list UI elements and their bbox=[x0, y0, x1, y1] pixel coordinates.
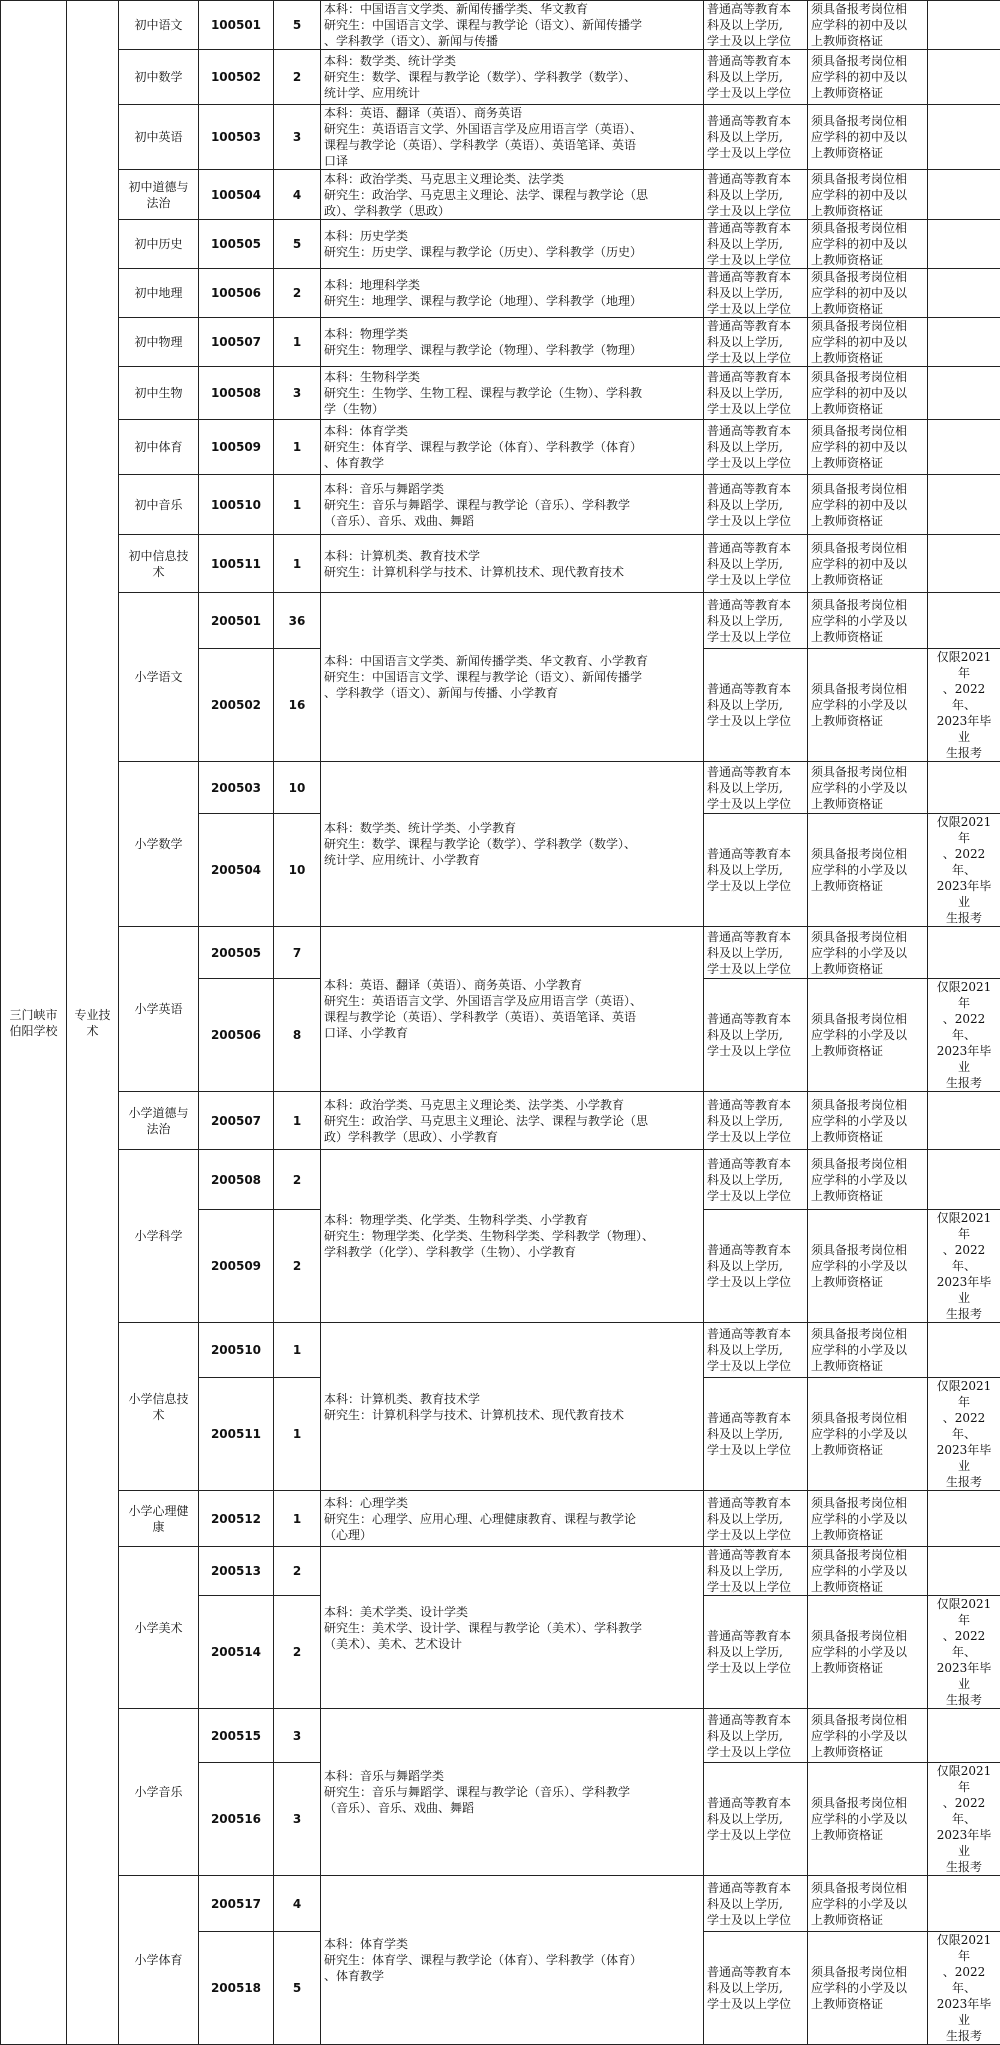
remark-cell: 仅限2021年 、2022年、 2023年毕业 生报考 bbox=[928, 1763, 1000, 1876]
major-requirement-cell: 本科：英语、翻译（英语）、商务英语、小学教育 研究生：英语语言文学、外国语言学及应用语言学（英语）、 课程与教学论（英语）、学科教学（英语）、英语笔译、英语 口译、小学教育 bbox=[321, 927, 704, 1092]
certificate-requirement-cell: 须具备报考岗位相 应学科的小学及以 上教师资格证 bbox=[808, 979, 928, 1092]
headcount-cell: 10 bbox=[274, 762, 321, 814]
certificate-requirement-cell: 须具备报考岗位相 应学科的初中及以 上教师资格证 bbox=[808, 535, 928, 593]
headcount-cell: 5 bbox=[274, 1932, 321, 2045]
table-row bbox=[1, 318, 1000, 367]
post-code-cell: 200503 bbox=[199, 762, 274, 814]
table-row bbox=[1, 475, 1000, 535]
certificate-requirement-cell: 须具备报考岗位相 应学科的初中及以 上教师资格证 bbox=[808, 105, 928, 170]
table-row bbox=[1, 927, 1000, 979]
headcount-cell: 3 bbox=[274, 1709, 321, 1763]
remark-cell bbox=[928, 105, 1000, 170]
major-requirement-cell: 本科：心理学类 研究生：心理学、应用心理、心理健康教育、课程与教学论 （心理） bbox=[321, 1491, 704, 1547]
headcount-cell: 2 bbox=[274, 1547, 321, 1596]
headcount-cell: 1 bbox=[274, 420, 321, 475]
remark-cell bbox=[928, 318, 1000, 367]
table-row bbox=[1, 1, 1000, 50]
certificate-requirement-cell: 须具备报考岗位相 应学科的小学及以 上教师资格证 bbox=[808, 1596, 928, 1709]
certificate-requirement-cell: 须具备报考岗位相 应学科的初中及以 上教师资格证 bbox=[808, 420, 928, 475]
subject-cell: 初中生物 bbox=[119, 367, 199, 420]
subject-cell: 初中音乐 bbox=[119, 475, 199, 535]
table-row bbox=[1, 367, 1000, 420]
subject-cell: 初中道德与 法治 bbox=[119, 170, 199, 220]
subject-cell: 小学美术 bbox=[119, 1547, 199, 1709]
headcount-cell: 4 bbox=[274, 1876, 321, 1932]
major-requirement-cell: 本科：计算机类、教育技术学 研究生：计算机科学与技术、计算机技术、现代教育技术 bbox=[321, 1323, 704, 1491]
education-requirement-cell: 普通高等教育本 科及以上学历, 学士及以上学位 bbox=[704, 1150, 808, 1210]
subject-cell: 小学道德与 法治 bbox=[119, 1092, 199, 1150]
certificate-requirement-cell: 须具备报考岗位相 应学科的小学及以 上教师资格证 bbox=[808, 927, 928, 979]
table-row bbox=[1, 50, 1000, 105]
major-requirement-cell: 本科：物理学类 研究生：物理学、课程与教学论（物理）、学科教学（物理） bbox=[321, 318, 704, 367]
major-requirement-cell: 本科：政治学类、马克思主义理论类、法学类 研究生：政治学、马克思主义理论、法学、课程与教学论（思 政）、学科教学（思政） bbox=[321, 170, 704, 220]
subject-cell: 小学体育 bbox=[119, 1876, 199, 2045]
post-code-cell: 200512 bbox=[199, 1491, 274, 1547]
certificate-requirement-cell: 须具备报考岗位相 应学科的小学及以 上教师资格证 bbox=[808, 593, 928, 649]
subject-cell: 小学音乐 bbox=[119, 1709, 199, 1876]
education-requirement-cell: 普通高等教育本 科及以上学历, 学士及以上学位 bbox=[704, 1323, 808, 1378]
education-requirement-cell: 普通高等教育本 科及以上学历, 学士及以上学位 bbox=[704, 1596, 808, 1709]
major-requirement-cell: 本科：中国语言文学类、新闻传播学类、华文教育 研究生：中国语言文学、课程与教学论（语文）、新闻传播学 、学科教学（语文）、新闻与传播 bbox=[321, 1, 704, 50]
remark-cell bbox=[928, 367, 1000, 420]
remark-cell bbox=[928, 927, 1000, 979]
education-requirement-cell: 普通高等教育本 科及以上学历, 学士及以上学位 bbox=[704, 105, 808, 170]
headcount-cell: 3 bbox=[274, 1763, 321, 1876]
certificate-requirement-cell: 须具备报考岗位相 应学科的小学及以 上教师资格证 bbox=[808, 1323, 928, 1378]
certificate-requirement-cell: 须具备报考岗位相 应学科的小学及以 上教师资格证 bbox=[808, 1491, 928, 1547]
headcount-cell: 2 bbox=[274, 50, 321, 105]
post-code-cell: 200513 bbox=[199, 1547, 274, 1596]
remark-cell bbox=[928, 269, 1000, 318]
table-row bbox=[1, 1150, 1000, 1210]
post-code-cell: 100505 bbox=[199, 220, 274, 269]
education-requirement-cell: 普通高等教育本 科及以上学历, 学士及以上学位 bbox=[704, 170, 808, 220]
remark-cell: 仅限2021年 、2022年、 2023年毕业 生报考 bbox=[928, 1210, 1000, 1323]
education-requirement-cell: 普通高等教育本 科及以上学历, 学士及以上学位 bbox=[704, 593, 808, 649]
headcount-cell: 2 bbox=[274, 1596, 321, 1709]
post-code-cell: 200517 bbox=[199, 1876, 274, 1932]
table-row bbox=[1, 269, 1000, 318]
employer-unit-cell: 三门峡市 伯阳学校 bbox=[1, 1, 67, 2045]
post-code-cell: 200511 bbox=[199, 1378, 274, 1491]
subject-cell: 初中地理 bbox=[119, 269, 199, 318]
education-requirement-cell: 普通高等教育本 科及以上学历, 学士及以上学位 bbox=[704, 1092, 808, 1150]
post-code-cell: 100506 bbox=[199, 269, 274, 318]
education-requirement-cell: 普通高等教育本 科及以上学历, 学士及以上学位 bbox=[704, 1210, 808, 1323]
post-code-cell: 200502 bbox=[199, 649, 274, 762]
table-row bbox=[1, 535, 1000, 593]
major-requirement-cell: 本科：中国语言文学类、新闻传播学类、华文教育、小学教育 研究生：中国语言文学、课程与教学论（语文）、新闻传播学 、学科教学（语文）、新闻与传播、小学教育 bbox=[321, 593, 704, 762]
table-row bbox=[1, 170, 1000, 220]
subject-cell: 初中英语 bbox=[119, 105, 199, 170]
education-requirement-cell: 普通高等教育本 科及以上学历, 学士及以上学位 bbox=[704, 535, 808, 593]
major-requirement-cell: 本科：历史学类 研究生：历史学、课程与教学论（历史）、学科教学（历史） bbox=[321, 220, 704, 269]
headcount-cell: 1 bbox=[274, 535, 321, 593]
post-code-cell: 100507 bbox=[199, 318, 274, 367]
headcount-cell: 7 bbox=[274, 927, 321, 979]
education-requirement-cell: 普通高等教育本 科及以上学历, 学士及以上学位 bbox=[704, 318, 808, 367]
post-code-cell: 200514 bbox=[199, 1596, 274, 1709]
table-row bbox=[1, 1092, 1000, 1150]
education-requirement-cell: 普通高等教育本 科及以上学历, 学士及以上学位 bbox=[704, 979, 808, 1092]
certificate-requirement-cell: 须具备报考岗位相 应学科的初中及以 上教师资格证 bbox=[808, 50, 928, 105]
remark-cell bbox=[928, 1491, 1000, 1547]
education-requirement-cell: 普通高等教育本 科及以上学历, 学士及以上学位 bbox=[704, 1491, 808, 1547]
subject-cell: 小学数学 bbox=[119, 762, 199, 927]
remark-cell bbox=[928, 170, 1000, 220]
headcount-cell: 4 bbox=[274, 170, 321, 220]
headcount-cell: 1 bbox=[274, 1323, 321, 1378]
remark-cell bbox=[928, 1709, 1000, 1763]
subject-cell: 初中物理 bbox=[119, 318, 199, 367]
subject-cell: 小学信息技 术 bbox=[119, 1323, 199, 1491]
headcount-cell: 1 bbox=[274, 318, 321, 367]
education-requirement-cell: 普通高等教育本 科及以上学历, 学士及以上学位 bbox=[704, 1378, 808, 1491]
post-code-cell: 100502 bbox=[199, 50, 274, 105]
remark-cell bbox=[928, 1092, 1000, 1150]
headcount-cell: 1 bbox=[274, 475, 321, 535]
education-requirement-cell: 普通高等教育本 科及以上学历, 学士及以上学位 bbox=[704, 1709, 808, 1763]
remark-cell bbox=[928, 1323, 1000, 1378]
certificate-requirement-cell: 须具备报考岗位相 应学科的初中及以 上教师资格证 bbox=[808, 475, 928, 535]
remark-cell bbox=[928, 762, 1000, 814]
subject-cell: 初中信息技 术 bbox=[119, 535, 199, 593]
certificate-requirement-cell: 须具备报考岗位相 应学科的初中及以 上教师资格证 bbox=[808, 318, 928, 367]
education-requirement-cell: 普通高等教育本 科及以上学历, 学士及以上学位 bbox=[704, 762, 808, 814]
major-requirement-cell: 本科：计算机类、教育技术学 研究生：计算机科学与技术、计算机技术、现代教育技术 bbox=[321, 535, 704, 593]
education-requirement-cell: 普通高等教育本 科及以上学历, 学士及以上学位 bbox=[704, 649, 808, 762]
post-code-cell: 200509 bbox=[199, 1210, 274, 1323]
remark-cell bbox=[928, 220, 1000, 269]
education-requirement-cell: 普通高等教育本 科及以上学历, 学士及以上学位 bbox=[704, 1932, 808, 2045]
remark-cell bbox=[928, 50, 1000, 105]
major-requirement-cell: 本科：数学类、统计学类 研究生：数学、课程与教学论（数学）、学科教学（数学）、 统计学、应用统计 bbox=[321, 50, 704, 105]
remark-cell: 仅限2021年 、2022年、 2023年毕业 生报考 bbox=[928, 979, 1000, 1092]
education-requirement-cell: 普通高等教育本 科及以上学历, 学士及以上学位 bbox=[704, 814, 808, 927]
post-code-cell: 100509 bbox=[199, 420, 274, 475]
headcount-cell: 3 bbox=[274, 367, 321, 420]
post-code-cell: 100503 bbox=[199, 105, 274, 170]
remark-cell bbox=[928, 1, 1000, 50]
major-requirement-cell: 本科：体育学类 研究生：体育学、课程与教学论（体育）、学科教学（体育） 、体育教学 bbox=[321, 1876, 704, 2045]
remark-cell: 仅限2021年 、2022年、 2023年毕业 生报考 bbox=[928, 1932, 1000, 2045]
table-row bbox=[1, 1547, 1000, 1596]
headcount-cell: 16 bbox=[274, 649, 321, 762]
headcount-cell: 1 bbox=[274, 1491, 321, 1547]
certificate-requirement-cell: 须具备报考岗位相 应学科的初中及以 上教师资格证 bbox=[808, 170, 928, 220]
table-row bbox=[1, 220, 1000, 269]
headcount-cell: 1 bbox=[274, 1378, 321, 1491]
remark-cell bbox=[928, 593, 1000, 649]
subject-cell: 小学科学 bbox=[119, 1150, 199, 1323]
remark-cell: 仅限2021年 、2022年、 2023年毕业 生报考 bbox=[928, 814, 1000, 927]
post-code-cell: 200501 bbox=[199, 593, 274, 649]
post-code-cell: 100508 bbox=[199, 367, 274, 420]
headcount-cell: 2 bbox=[274, 1150, 321, 1210]
table-row bbox=[1, 593, 1000, 649]
education-requirement-cell: 普通高等教育本 科及以上学历, 学士及以上学位 bbox=[704, 367, 808, 420]
certificate-requirement-cell: 须具备报考岗位相 应学科的小学及以 上教师资格证 bbox=[808, 1092, 928, 1150]
subject-cell: 初中历史 bbox=[119, 220, 199, 269]
remark-cell bbox=[928, 1876, 1000, 1932]
certificate-requirement-cell: 须具备报考岗位相 应学科的小学及以 上教师资格证 bbox=[808, 1876, 928, 1932]
table-row bbox=[1, 420, 1000, 475]
certificate-requirement-cell: 须具备报考岗位相 应学科的初中及以 上教师资格证 bbox=[808, 367, 928, 420]
post-code-cell: 200510 bbox=[199, 1323, 274, 1378]
major-requirement-cell: 本科：数学类、统计学类、小学教育 研究生：数学、课程与教学论（数学）、学科教学（数学）、 统计学、应用统计、小学教育 bbox=[321, 762, 704, 927]
certificate-requirement-cell: 须具备报考岗位相 应学科的小学及以 上教师资格证 bbox=[808, 649, 928, 762]
table-row bbox=[1, 762, 1000, 814]
subject-cell: 初中语文 bbox=[119, 1, 199, 50]
remark-cell bbox=[928, 420, 1000, 475]
major-requirement-cell: 本科：音乐与舞蹈学类 研究生：音乐与舞蹈学、课程与教学论（音乐）、学科教学 （音乐）、音乐、戏曲、舞蹈 bbox=[321, 1709, 704, 1876]
education-requirement-cell: 普通高等教育本 科及以上学历, 学士及以上学位 bbox=[704, 1, 808, 50]
post-code-cell: 100510 bbox=[199, 475, 274, 535]
subject-cell: 初中体育 bbox=[119, 420, 199, 475]
subject-cell: 小学语文 bbox=[119, 593, 199, 762]
post-type-cell: 专业技 术 bbox=[67, 1, 119, 2045]
subject-cell: 初中数学 bbox=[119, 50, 199, 105]
table-row bbox=[1, 1876, 1000, 1932]
certificate-requirement-cell: 须具备报考岗位相 应学科的初中及以 上教师资格证 bbox=[808, 220, 928, 269]
post-code-cell: 100504 bbox=[199, 170, 274, 220]
headcount-cell: 1 bbox=[274, 1092, 321, 1150]
education-requirement-cell: 普通高等教育本 科及以上学历, 学士及以上学位 bbox=[704, 1547, 808, 1596]
headcount-cell: 36 bbox=[274, 593, 321, 649]
post-code-cell: 200506 bbox=[199, 979, 274, 1092]
headcount-cell: 5 bbox=[274, 1, 321, 50]
subject-cell: 小学心理健 康 bbox=[119, 1491, 199, 1547]
certificate-requirement-cell: 须具备报考岗位相 应学科的小学及以 上教师资格证 bbox=[808, 814, 928, 927]
table-row bbox=[1, 1709, 1000, 1763]
education-requirement-cell: 普通高等教育本 科及以上学历, 学士及以上学位 bbox=[704, 1876, 808, 1932]
education-requirement-cell: 普通高等教育本 科及以上学历, 学士及以上学位 bbox=[704, 927, 808, 979]
headcount-cell: 8 bbox=[274, 979, 321, 1092]
headcount-cell: 10 bbox=[274, 814, 321, 927]
certificate-requirement-cell: 须具备报考岗位相 应学科的小学及以 上教师资格证 bbox=[808, 1709, 928, 1763]
education-requirement-cell: 普通高等教育本 科及以上学历, 学士及以上学位 bbox=[704, 475, 808, 535]
education-requirement-cell: 普通高等教育本 科及以上学历, 学士及以上学位 bbox=[704, 269, 808, 318]
post-code-cell: 200516 bbox=[199, 1763, 274, 1876]
table-row bbox=[1, 1491, 1000, 1547]
major-requirement-cell: 本科：美术学类、设计学类 研究生：美术学、设计学、课程与教学论（美术）、学科教学 （美术）、美术、艺术设计 bbox=[321, 1547, 704, 1709]
education-requirement-cell: 普通高等教育本 科及以上学历, 学士及以上学位 bbox=[704, 50, 808, 105]
certificate-requirement-cell: 须具备报考岗位相 应学科的小学及以 上教师资格证 bbox=[808, 1932, 928, 2045]
major-requirement-cell: 本科：生物科学类 研究生：生物学、生物工程、课程与教学论（生物）、学科教 学（生物） bbox=[321, 367, 704, 420]
post-code-cell: 100511 bbox=[199, 535, 274, 593]
remark-cell: 仅限2021年 、2022年、 2023年毕业 生报考 bbox=[928, 1378, 1000, 1491]
education-requirement-cell: 普通高等教育本 科及以上学历, 学士及以上学位 bbox=[704, 420, 808, 475]
table-row bbox=[1, 105, 1000, 170]
certificate-requirement-cell: 须具备报考岗位相 应学科的小学及以 上教师资格证 bbox=[808, 1547, 928, 1596]
certificate-requirement-cell: 须具备报考岗位相 应学科的小学及以 上教师资格证 bbox=[808, 1210, 928, 1323]
certificate-requirement-cell: 须具备报考岗位相 应学科的小学及以 上教师资格证 bbox=[808, 1378, 928, 1491]
certificate-requirement-cell: 须具备报考岗位相 应学科的小学及以 上教师资格证 bbox=[808, 1763, 928, 1876]
post-code-cell: 200504 bbox=[199, 814, 274, 927]
headcount-cell: 2 bbox=[274, 269, 321, 318]
post-code-cell: 200505 bbox=[199, 927, 274, 979]
certificate-requirement-cell: 须具备报考岗位相 应学科的初中及以 上教师资格证 bbox=[808, 1, 928, 50]
post-code-cell: 200515 bbox=[199, 1709, 274, 1763]
major-requirement-cell: 本科：物理学类、化学类、生物科学类、小学教育 研究生：物理学类、化学类、生物科学类、学科教学（物理）、 学科教学（化学）、学科教学（生物）、小学教育 bbox=[321, 1150, 704, 1323]
remark-cell: 仅限2021年 、2022年、 2023年毕业 生报考 bbox=[928, 1596, 1000, 1709]
education-requirement-cell: 普通高等教育本 科及以上学历, 学士及以上学位 bbox=[704, 220, 808, 269]
major-requirement-cell: 本科：体育学类 研究生：体育学、课程与教学论（体育）、学科教学（体育） 、体育教学 bbox=[321, 420, 704, 475]
subject-cell: 小学英语 bbox=[119, 927, 199, 1092]
post-code-cell: 200518 bbox=[199, 1932, 274, 2045]
table-row bbox=[1, 1323, 1000, 1378]
major-requirement-cell: 本科：政治学类、马克思主义理论类、法学类、小学教育 研究生：政治学、马克思主义理论、法学、课程与教学论（思 政）学科教学（思政）、小学教育 bbox=[321, 1092, 704, 1150]
remark-cell bbox=[928, 475, 1000, 535]
post-code-cell: 200507 bbox=[199, 1092, 274, 1150]
major-requirement-cell: 本科：英语、翻译（英语）、商务英语 研究生：英语语言文学、外国语言学及应用语言学（英语）、 课程与教学论（英语）、学科教学（英语）、英语笔译、英语 口译 bbox=[321, 105, 704, 170]
remark-cell: 仅限2021年 、2022年、 2023年毕业 生报考 bbox=[928, 649, 1000, 762]
certificate-requirement-cell: 须具备报考岗位相 应学科的小学及以 上教师资格证 bbox=[808, 1150, 928, 1210]
certificate-requirement-cell: 须具备报考岗位相 应学科的初中及以 上教师资格证 bbox=[808, 269, 928, 318]
remark-cell bbox=[928, 1547, 1000, 1596]
post-code-cell: 200508 bbox=[199, 1150, 274, 1210]
major-requirement-cell: 本科：音乐与舞蹈学类 研究生：音乐与舞蹈学、课程与教学论（音乐）、学科教学 （音乐）、音乐、戏曲、舞蹈 bbox=[321, 475, 704, 535]
certificate-requirement-cell: 须具备报考岗位相 应学科的小学及以 上教师资格证 bbox=[808, 762, 928, 814]
headcount-cell: 5 bbox=[274, 220, 321, 269]
post-code-cell: 100501 bbox=[199, 1, 274, 50]
education-requirement-cell: 普通高等教育本 科及以上学历, 学士及以上学位 bbox=[704, 1763, 808, 1876]
headcount-cell: 2 bbox=[274, 1210, 321, 1323]
headcount-cell: 3 bbox=[274, 105, 321, 170]
remark-cell bbox=[928, 535, 1000, 593]
major-requirement-cell: 本科：地理科学类 研究生：地理学、课程与教学论（地理）、学科教学（地理） bbox=[321, 269, 704, 318]
remark-cell bbox=[928, 1150, 1000, 1210]
